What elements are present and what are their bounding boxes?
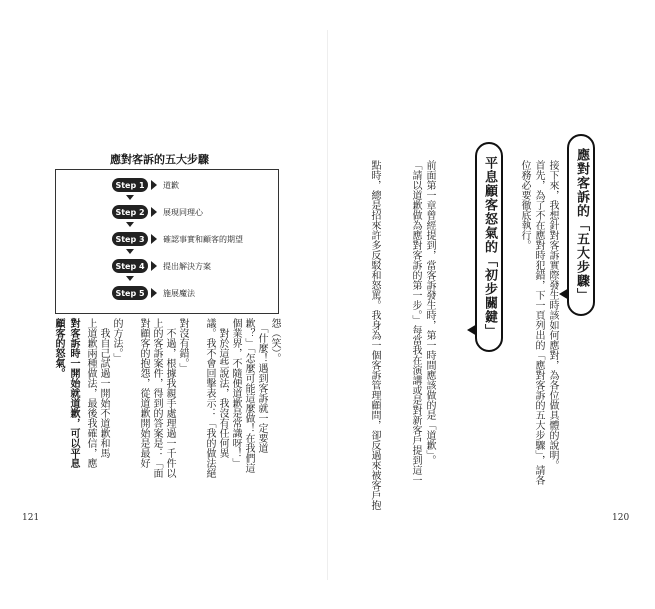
emphasis-column: 對客訴時一開始就道歉，可以平息: [68, 318, 79, 468]
heading-text: 應對客訴的「五大步驟」: [574, 148, 589, 302]
right-arrow-icon: [151, 180, 157, 190]
right-arrow-icon: [151, 234, 157, 244]
body-column: 歉？」「怎麼可能這麼做！在我們這: [243, 318, 254, 473]
left-page: [0, 0, 327, 609]
step-label: 施展魔法: [163, 288, 195, 298]
intro-column: 位務必要徹底執行。: [519, 160, 530, 250]
body-column: 議。我不會回擊表示：「我的做法絕: [204, 318, 215, 478]
body-column: 「請以道歉做為應對客訴的第一步。」每當我在演講或是對新客戶提到這一: [410, 160, 421, 485]
body-column: 怨（笑）。: [269, 318, 280, 363]
right-arrow-icon: [151, 207, 157, 217]
body-column: 「什麼！遇到客訴就一定要道: [256, 318, 267, 453]
body-column: 點時，總是招來許多反駁和怒罵。我身為一個客訴管理顧問，卻反過來被客戶抱: [369, 160, 380, 510]
body-column: 上的客訴案件，得到的答案是：「面: [151, 318, 162, 478]
intro-column: 接下來，我想針對客訴實際發生時該如何應對，為各位做具體的說明。: [547, 160, 558, 470]
down-arrow-icon: [126, 195, 134, 200]
step-2: [112, 205, 203, 219]
heading-five-steps: [567, 134, 595, 316]
body-column: 對於這些說法，我沒有任何異: [217, 318, 228, 458]
step-label: 展現同理心: [163, 207, 203, 217]
right-page: [328, 0, 655, 609]
step-1: [112, 178, 179, 192]
step-label: 確認事實和顧客的期望: [163, 234, 243, 244]
body-column: 前面第一章曾經提到，當客訴發生時，第一時間應該做的是「道歉」。: [424, 160, 435, 465]
emphasis-column: 顧客的怒氣。: [53, 318, 64, 378]
page-number: 121: [22, 513, 40, 523]
intro-column: 首先，為了不在應對時犯錯，下一頁列出的「應對客訴的五大步驟」，請各: [533, 160, 544, 485]
heading-first-key: [475, 142, 503, 352]
body-column: 的方法。」: [111, 318, 122, 363]
speech-tail-icon: [559, 288, 569, 300]
speech-tail-icon: [467, 324, 477, 336]
step-tag: Step 1: [112, 178, 148, 192]
body-column: 我自己試過一開始不道歉和馬: [98, 318, 109, 458]
step-tag: Step 2: [112, 205, 148, 219]
right-arrow-icon: [151, 261, 157, 271]
step-5: [112, 286, 195, 300]
step-tag: Step 4: [112, 259, 148, 273]
step-3: [112, 232, 243, 246]
heading-text: 平息顧客怒氣的「初步關鍵」: [482, 156, 497, 338]
body-column: 不過，根據我親手處理過一千件以: [164, 318, 175, 478]
step-label: 道歉: [163, 180, 179, 190]
right-arrow-icon: [151, 288, 157, 298]
step-4: [112, 259, 211, 273]
page-number: 120: [612, 513, 630, 523]
step-tag: Step 3: [112, 232, 148, 246]
step-tag: Step 5: [112, 286, 148, 300]
body-column: 對顧客的抱怨，從道歉開始是最好: [138, 318, 149, 468]
body-column: 個業界，不隨便道歉是常識呀！」: [230, 318, 241, 468]
down-arrow-icon: [126, 222, 134, 227]
down-arrow-icon: [126, 249, 134, 254]
down-arrow-icon: [126, 276, 134, 281]
body-column: 對沒有錯。」: [177, 318, 188, 373]
diagram-title: 應對客訴的五大步驟: [110, 153, 209, 166]
body-column: 上道歉兩種做法，最後我確信，應: [85, 318, 96, 468]
step-label: 提出解決方案: [163, 261, 211, 271]
